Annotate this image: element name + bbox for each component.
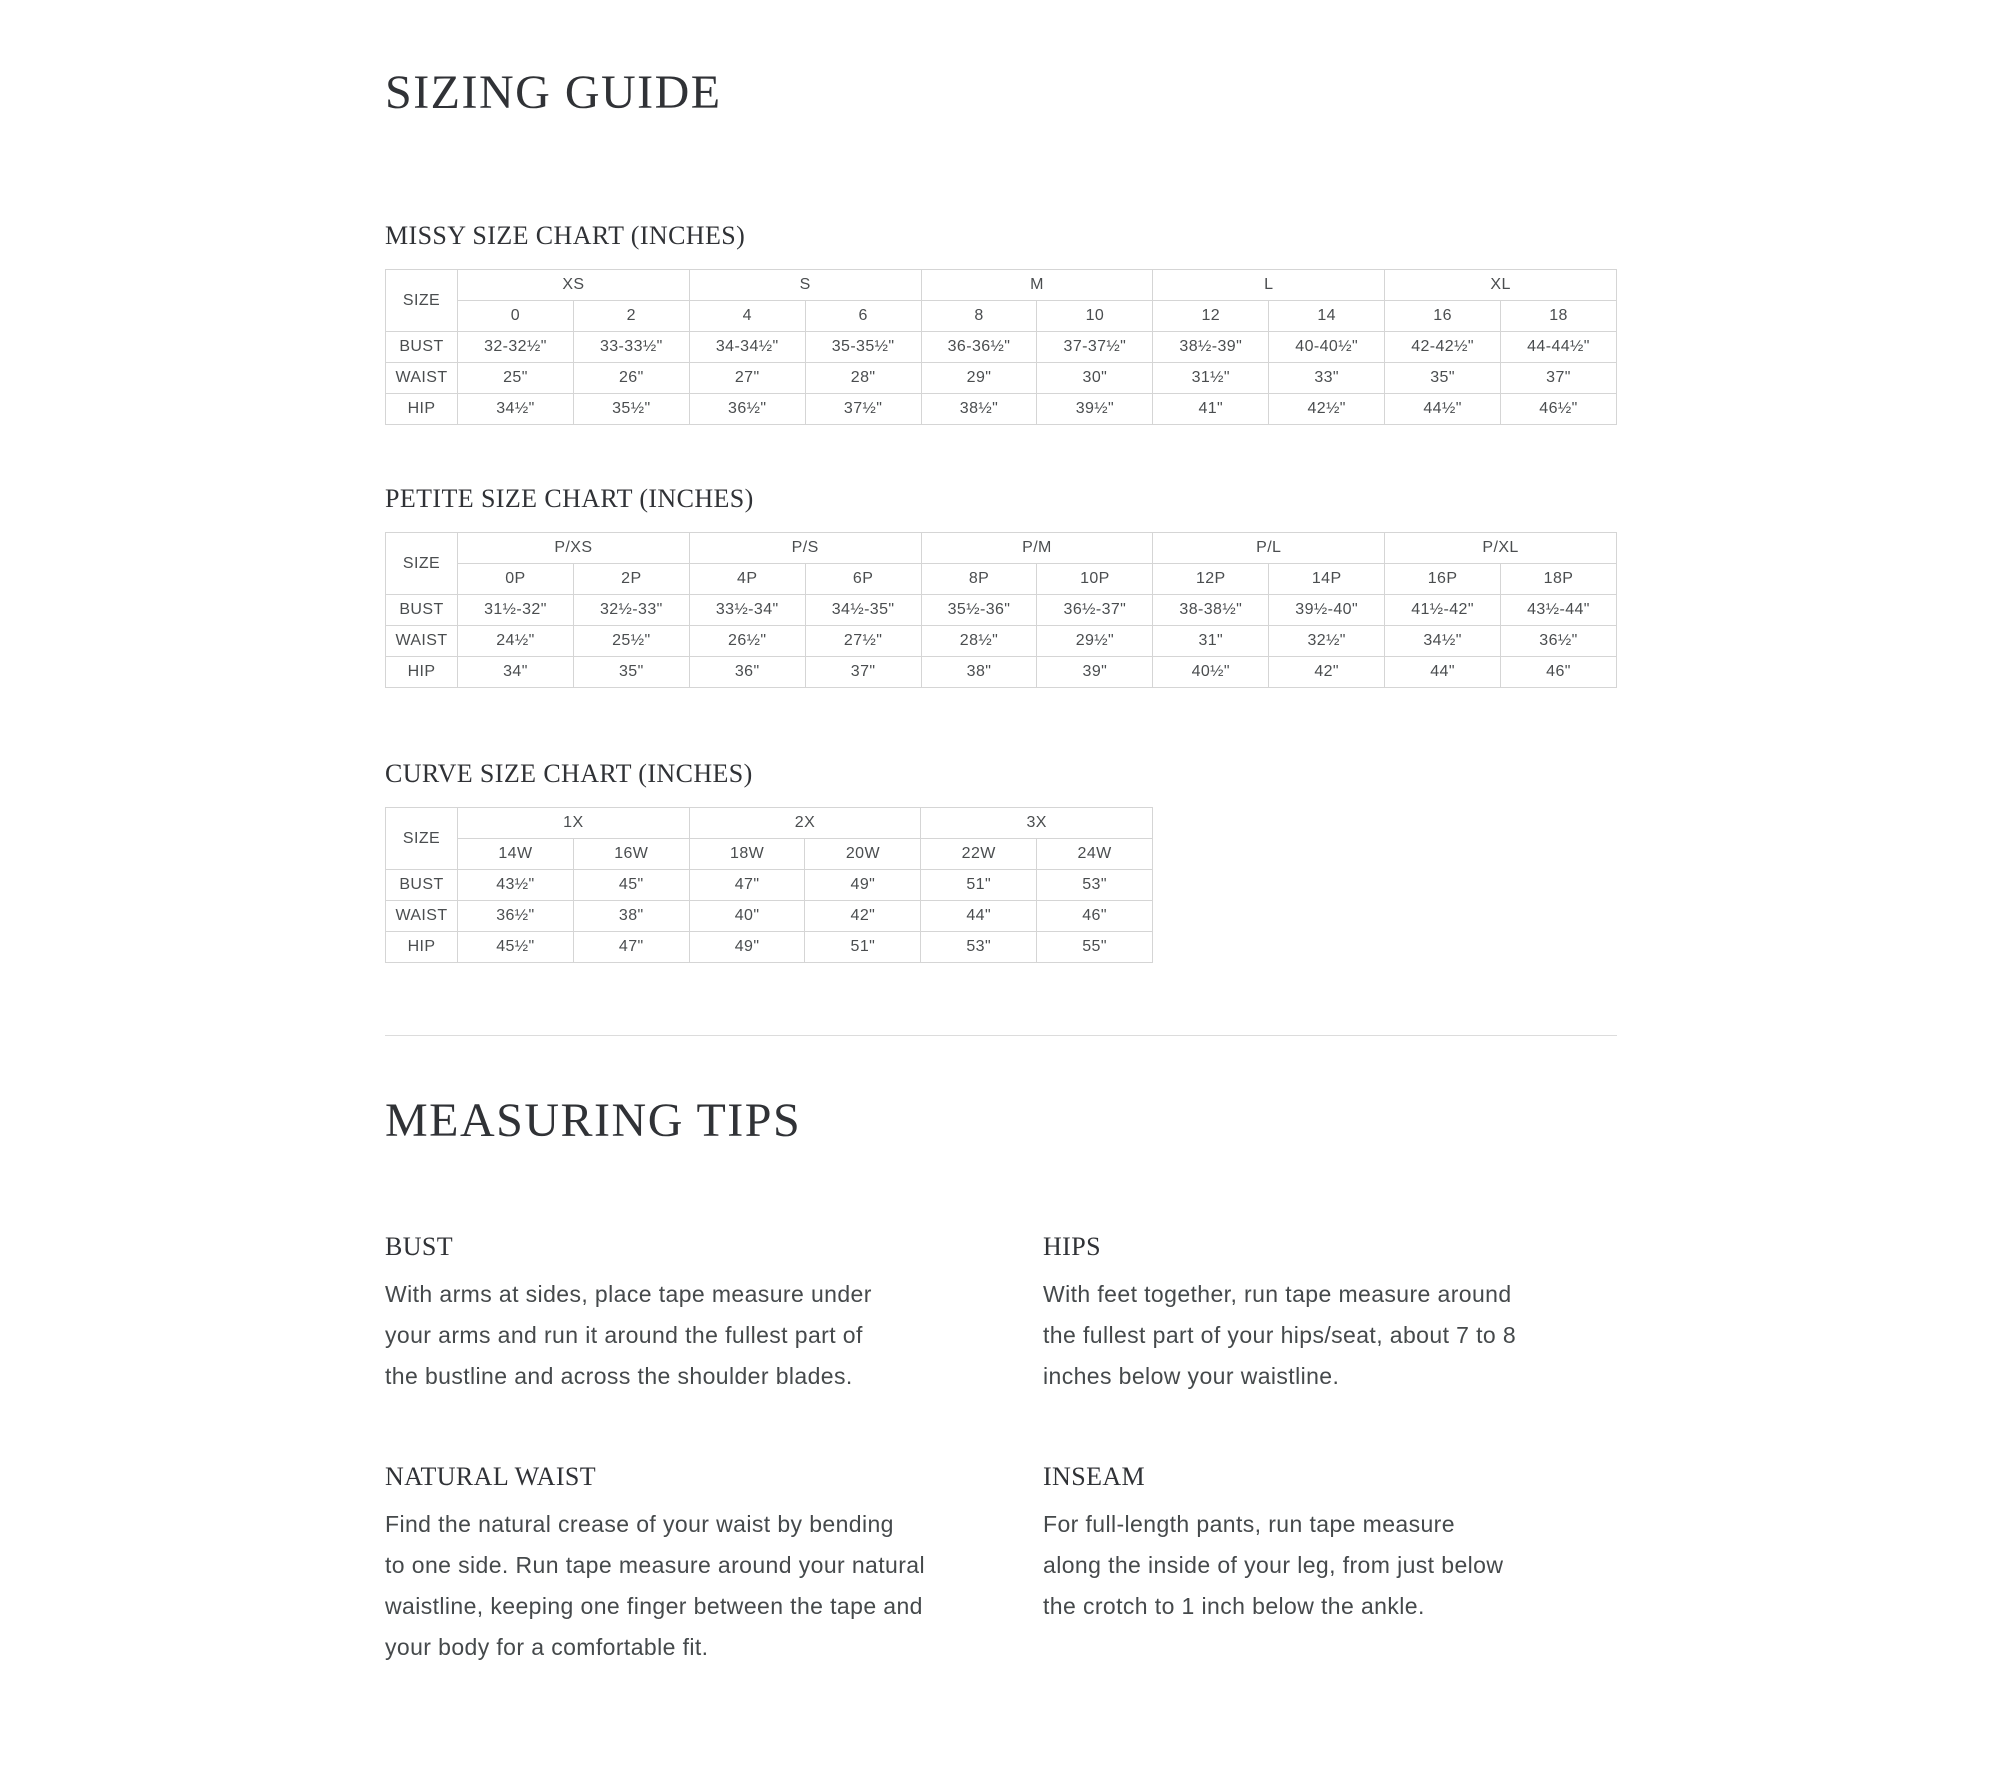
measurement-cell: 34-34½"	[689, 332, 805, 363]
measurement-cell: 30"	[1037, 363, 1153, 394]
size-number-header: 12	[1153, 301, 1269, 332]
measurement-cell: 47"	[573, 932, 689, 963]
measurement-cell: 45"	[573, 870, 689, 901]
measurement-cell: 41"	[1153, 394, 1269, 425]
measurement-cell: 42"	[1269, 657, 1385, 688]
tip-text-line: your body for a comfortable fit.	[385, 1634, 709, 1660]
measurement-cell: 31½"	[1153, 363, 1269, 394]
measurement-cell: 27"	[689, 363, 805, 394]
measurement-cell: 28½"	[921, 626, 1037, 657]
measurement-cell: 44"	[1385, 657, 1501, 688]
measurement-cell: 37"	[805, 657, 921, 688]
tip-text-line: inches below your waistline.	[1043, 1363, 1340, 1389]
size-number-header: 18	[1501, 301, 1617, 332]
curve-chart-title: CURVE SIZE CHART (INCHES)	[385, 759, 753, 788]
size-number-header: 4	[689, 301, 805, 332]
tip-text-line: the fullest part of your hips/seat, about 7 to 8	[1043, 1322, 1517, 1348]
page-title: SIZING GUIDE	[385, 66, 722, 119]
measurement-cell: 47"	[689, 870, 805, 901]
size-corner-label: SIZE	[386, 808, 458, 870]
measurement-cell: 38"	[921, 657, 1037, 688]
size-number-header: 8P	[921, 564, 1037, 595]
size-number-header: 2	[573, 301, 689, 332]
measurement-row-label: HIP	[386, 394, 458, 425]
measurement-cell: 32½-33"	[573, 595, 689, 626]
size-group-header: 1X	[458, 808, 690, 839]
size-number-header: 10P	[1037, 564, 1153, 595]
tip-natural-waist	[385, 1462, 1043, 1668]
size-group-header: P/L	[1153, 533, 1385, 564]
measurement-row-label: WAIST	[386, 901, 458, 932]
measurement-cell: 38½"	[921, 394, 1037, 425]
size-group-header: 3X	[921, 808, 1153, 839]
size-group-header: M	[921, 270, 1153, 301]
measurement-cell: 35½-36"	[921, 595, 1037, 626]
curve-size-chart-section	[385, 758, 1617, 963]
measurement-cell: 38"	[573, 901, 689, 932]
measurement-row-label: HIP	[386, 657, 458, 688]
measurement-cell: 42½"	[1269, 394, 1385, 425]
measurement-cell: 26"	[573, 363, 689, 394]
size-number-header: 18P	[1501, 564, 1617, 595]
measurement-cell: 49"	[689, 932, 805, 963]
tip-text-line: your arms and run it around the fullest part of	[385, 1322, 863, 1348]
measurement-cell: 42"	[805, 901, 921, 932]
measurement-cell: 36½-37"	[1037, 595, 1153, 626]
measurement-cell: 36"	[689, 657, 805, 688]
measurement-cell: 34½"	[458, 394, 574, 425]
tip-bust-body	[385, 1274, 1043, 1397]
tip-inseam	[1043, 1462, 1617, 1668]
measurement-cell: 31½-32"	[458, 595, 574, 626]
tip-text-line: the crotch to 1 inch below the ankle.	[1043, 1593, 1425, 1619]
measurement-cell: 32½"	[1269, 626, 1385, 657]
size-number-header: 14P	[1269, 564, 1385, 595]
measurement-cell: 24½"	[458, 626, 574, 657]
size-group-header: P/S	[689, 533, 921, 564]
section-divider	[385, 1035, 1617, 1036]
measurement-cell: 25"	[458, 363, 574, 394]
size-chart-table	[385, 807, 1153, 963]
measurement-cell: 51"	[921, 870, 1037, 901]
tip-hips-body	[1043, 1274, 1617, 1397]
size-group-header: P/XL	[1385, 533, 1617, 564]
measurement-cell: 27½"	[805, 626, 921, 657]
tip-inseam-heading: INSEAM	[1043, 1462, 1146, 1491]
size-number-header: 4P	[689, 564, 805, 595]
measurement-cell: 53"	[1037, 870, 1153, 901]
size-group-header: L	[1153, 270, 1385, 301]
measurement-cell: 25½"	[573, 626, 689, 657]
measuring-tips-title: MEASURING TIPS	[385, 1094, 802, 1147]
measurement-row-label: WAIST	[386, 363, 458, 394]
measurement-cell: 51"	[805, 932, 921, 963]
measurement-cell: 33-33½"	[573, 332, 689, 363]
measurement-cell: 37"	[1501, 363, 1617, 394]
measurement-row-label: BUST	[386, 595, 458, 626]
measurement-row-label: BUST	[386, 870, 458, 901]
measurement-cell: 41½-42"	[1385, 595, 1501, 626]
size-number-header: 22W	[921, 839, 1037, 870]
petite-chart-title: PETITE SIZE CHART (INCHES)	[385, 484, 754, 513]
size-number-header: 18W	[689, 839, 805, 870]
measurement-cell: 43½-44"	[1501, 595, 1617, 626]
measurement-row-label: WAIST	[386, 626, 458, 657]
tip-text-line: Find the natural crease of your waist by bending	[385, 1511, 894, 1537]
measurement-cell: 44½"	[1385, 394, 1501, 425]
measurement-cell: 34½"	[1385, 626, 1501, 657]
measurement-cell: 35"	[1385, 363, 1501, 394]
measurement-cell: 34"	[458, 657, 574, 688]
measurement-cell: 40½"	[1153, 657, 1269, 688]
tip-bust	[385, 1232, 1043, 1397]
size-group-header: P/M	[921, 533, 1153, 564]
measurement-cell: 46½"	[1501, 394, 1617, 425]
measurement-cell: 44"	[921, 901, 1037, 932]
size-number-header: 12P	[1153, 564, 1269, 595]
size-group-header: 2X	[689, 808, 921, 839]
measurement-cell: 26½"	[689, 626, 805, 657]
missy-size-chart-section	[385, 220, 1617, 425]
size-group-header: S	[689, 270, 921, 301]
measurement-cell: 49"	[805, 870, 921, 901]
size-group-header: XL	[1385, 270, 1617, 301]
measurement-cell: 55"	[1037, 932, 1153, 963]
measurement-cell: 35-35½"	[805, 332, 921, 363]
size-number-header: 16P	[1385, 564, 1501, 595]
size-number-header: 8	[921, 301, 1037, 332]
size-number-header: 10	[1037, 301, 1153, 332]
measurement-cell: 36½"	[689, 394, 805, 425]
measurement-cell: 46"	[1501, 657, 1617, 688]
measurement-cell: 39"	[1037, 657, 1153, 688]
measurement-cell: 39½"	[1037, 394, 1153, 425]
measurement-cell: 28"	[805, 363, 921, 394]
size-number-header: 6	[805, 301, 921, 332]
measurement-cell: 29½"	[1037, 626, 1153, 657]
tip-text-line: waistline, keeping one finger between the tape and	[385, 1593, 923, 1619]
tip-natural-waist-heading: NATURAL WAIST	[385, 1462, 597, 1491]
tip-text-line: the bustline and across the shoulder blades.	[385, 1363, 853, 1389]
tip-text-line: to one side. Run tape measure around your natural	[385, 1552, 925, 1578]
size-number-header: 20W	[805, 839, 921, 870]
size-number-header: 0P	[458, 564, 574, 595]
measurement-cell: 43½"	[458, 870, 574, 901]
size-number-header: 24W	[1037, 839, 1153, 870]
tip-inseam-body	[1043, 1504, 1617, 1627]
measurement-cell: 36-36½"	[921, 332, 1037, 363]
size-number-header: 2P	[573, 564, 689, 595]
measurement-cell: 38½-39"	[1153, 332, 1269, 363]
tip-bust-heading: BUST	[385, 1232, 454, 1261]
size-corner-label: SIZE	[386, 270, 458, 332]
tip-hips	[1043, 1232, 1617, 1397]
measurement-cell: 37-37½"	[1037, 332, 1153, 363]
petite-size-chart-section	[385, 483, 1617, 688]
tip-text-line: For full-length pants, run tape measure	[1043, 1511, 1455, 1537]
measurement-cell: 45½"	[458, 932, 574, 963]
measurement-cell: 38-38½"	[1153, 595, 1269, 626]
size-group-header: P/XS	[458, 533, 690, 564]
measurement-cell: 33"	[1269, 363, 1385, 394]
size-number-header: 6P	[805, 564, 921, 595]
size-number-header: 16W	[573, 839, 689, 870]
size-corner-label: SIZE	[386, 533, 458, 595]
size-number-header: 14W	[458, 839, 574, 870]
missy-chart-title: MISSY SIZE CHART (INCHES)	[385, 221, 746, 250]
measurement-cell: 36½"	[1501, 626, 1617, 657]
size-number-header: 16	[1385, 301, 1501, 332]
measurement-cell: 44-44½"	[1501, 332, 1617, 363]
measurement-cell: 32-32½"	[458, 332, 574, 363]
size-group-header: XS	[458, 270, 690, 301]
measurement-cell: 29"	[921, 363, 1037, 394]
measuring-tips-grid	[385, 1232, 1617, 1668]
measurement-cell: 33½-34"	[689, 595, 805, 626]
tip-text-line: With feet together, run tape measure around	[1043, 1281, 1512, 1307]
size-number-header: 0	[458, 301, 574, 332]
measurement-cell: 31"	[1153, 626, 1269, 657]
measurement-cell: 39½-40"	[1269, 595, 1385, 626]
size-chart-table	[385, 269, 1617, 425]
tip-text-line: along the inside of your leg, from just below	[1043, 1552, 1504, 1578]
tip-hips-heading: HIPS	[1043, 1232, 1101, 1261]
measurement-cell: 46"	[1037, 901, 1153, 932]
size-chart-table	[385, 532, 1617, 688]
measurement-cell: 36½"	[458, 901, 574, 932]
measurement-cell: 37½"	[805, 394, 921, 425]
measurement-cell: 34½-35"	[805, 595, 921, 626]
tip-text-line: With arms at sides, place tape measure under	[385, 1281, 872, 1307]
size-number-header: 14	[1269, 301, 1385, 332]
measurement-cell: 42-42½"	[1385, 332, 1501, 363]
measurement-cell: 35"	[573, 657, 689, 688]
measurement-row-label: BUST	[386, 332, 458, 363]
measurement-cell: 35½"	[573, 394, 689, 425]
measurement-cell: 40-40½"	[1269, 332, 1385, 363]
measurement-cell: 40"	[689, 901, 805, 932]
measurement-row-label: HIP	[386, 932, 458, 963]
measurement-cell: 53"	[921, 932, 1037, 963]
tip-natural-waist-body	[385, 1504, 1043, 1668]
